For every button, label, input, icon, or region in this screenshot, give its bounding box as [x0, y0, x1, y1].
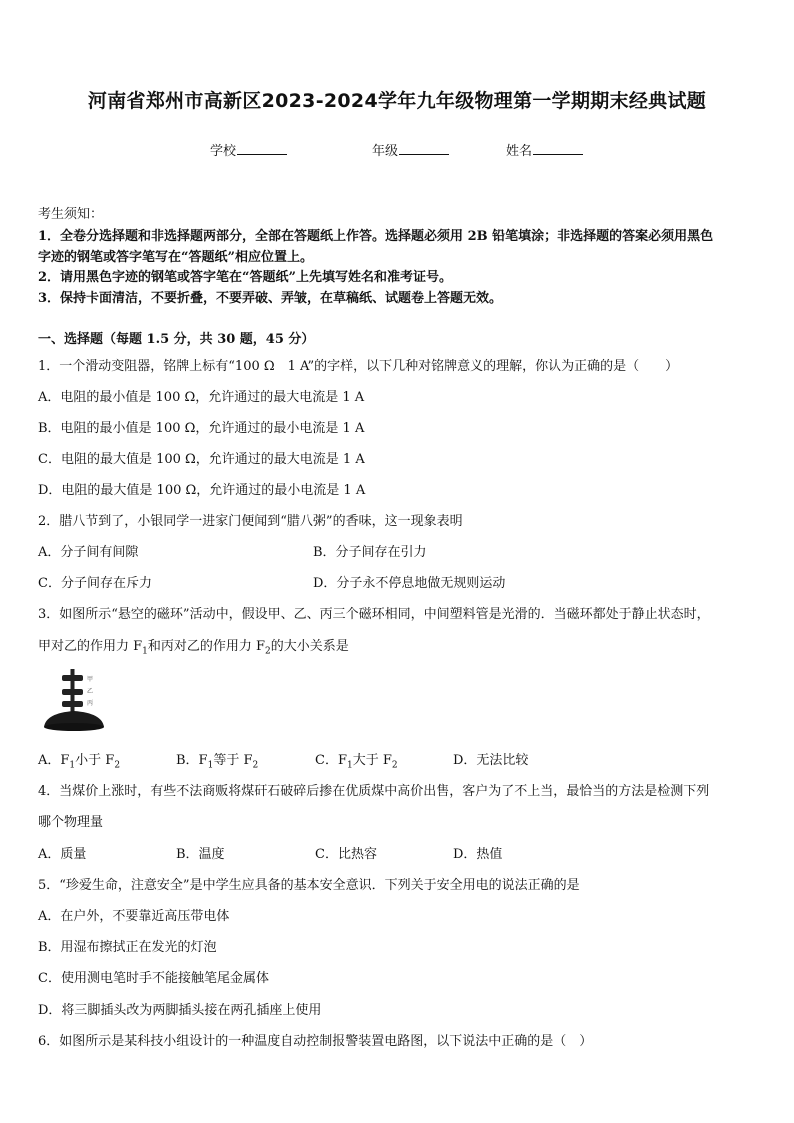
option-b: B．电阻的最小值是 100 Ω，允许通过的最小电流是 1 A [38, 421, 365, 436]
option-text: B．F [176, 753, 208, 768]
question-stem: 5．“珍爱生命，注意安全”是中学生应具备的基本安全意识．下列关于安全用电的说法正确的是 [38, 878, 580, 893]
option-c: C．使用测电笔时手不能接触笔尾金属体 [38, 971, 269, 986]
subscript: 2 [114, 760, 121, 771]
question-stem: 4．当煤价上涨时，有些不法商贩将煤矸石破碎后掺在优质煤中高价出售，客户为了不上当，最恰当的方法是检测下列 [38, 784, 710, 799]
grade-blank[interactable] [399, 141, 449, 155]
magnetic-rings-illustration [38, 665, 110, 735]
student-info-row [0, 140, 794, 160]
question-stem: 1．一个滑动变阻器，铭牌上标有“100 Ω 1 A”的字样，以下几种对铭牌意义的理解，你认为正确的是（ ） [38, 359, 679, 374]
school-field[interactable] [210, 140, 287, 159]
subscript: 1 [69, 760, 76, 771]
option-text: D．无法比较 [453, 753, 529, 768]
option-a: A．电阻的最小值是 100 Ω，允许通过的最大电流是 1 A [38, 390, 365, 405]
option-b: B．温度 [176, 847, 225, 862]
option-a: A．分子间有间隙 [38, 545, 139, 560]
grade-field[interactable] [372, 140, 449, 159]
notice-item: 字迹的钢笔或答字笔写在“答题纸”相应位置上。 [38, 250, 313, 265]
label-bing: 丙 [87, 700, 94, 707]
notice-item: 3．保持卡面清洁，不要折叠，不要弄破、弄皱，在草稿纸、试题卷上答题无效。 [38, 291, 503, 306]
option-c: C．分子间存在斥力 [38, 576, 152, 591]
subscript: 1 [142, 646, 148, 657]
option-text: 小于 F [75, 753, 115, 768]
school-label: 学校 [210, 144, 237, 159]
option-text: 等于 F [213, 753, 253, 768]
subscript: 1 [207, 760, 214, 771]
school-blank[interactable] [237, 141, 287, 155]
name-label: 姓名 [506, 144, 533, 159]
option-c [315, 749, 398, 771]
stem-text: 和丙对乙的作用力 F [147, 639, 266, 654]
option-b [176, 749, 258, 771]
question-stem: 2．腊八节到了，小银同学一进家门便闻到“腊八粥”的香味，这一现象表明 [38, 514, 463, 529]
magnetic-rings-figure [38, 665, 110, 735]
question-stem: 6．如图所示是某科技小组设计的一种温度自动控制报警装置电路图，以下说法中正确的是（ ） [38, 1034, 593, 1049]
stem-text: 的大小关系是 [270, 639, 349, 654]
notice-heading: 考生须知： [38, 207, 104, 222]
option-a [38, 749, 120, 771]
option-d: D．将三脚插头改为两脚插头接在两孔插座上使用 [38, 1003, 322, 1018]
option-d: D．热值 [453, 847, 503, 862]
ring-jia [62, 675, 83, 681]
notice-item: 1．全卷分选择题和非选择题两部分，全部在答题纸上作答。选择题必须用 2B 铅笔填涂；非选择题的答案必须用黑色 [38, 229, 714, 244]
ring-bing [62, 701, 83, 707]
section-heading: 一、选择题（每题 1.5 分，共 30 题，45 分） [38, 332, 315, 347]
option-d: D．电阻的最大值是 100 Ω，允许通过的最小电流是 1 A [38, 483, 366, 498]
option-a: A．质量 [38, 847, 87, 862]
question-stem: 3．如图所示“悬空的磁环”活动中，假设甲、乙、丙三个磁环相同，中间塑料管是光滑的．当磁环都处于静止状态时， [38, 607, 710, 622]
label-jia: 甲 [87, 676, 94, 683]
subscript: 2 [265, 646, 271, 657]
ring-yi [62, 689, 83, 695]
option-d: D．分子永不停息地做无规则运动 [313, 576, 506, 591]
option-b: B．分子间存在引力 [313, 545, 427, 560]
exam-title: 河南省郑州市高新区2023-2024学年九年级物理第一学期期末经典试题 [87, 90, 707, 112]
option-d [453, 749, 528, 768]
option-c: C．比热容 [315, 847, 377, 862]
notice-item: 2．请用黑色字迹的钢笔或答字笔在“答题纸”上先填写姓名和准考证号。 [38, 270, 453, 285]
option-text: A．F [38, 753, 70, 768]
label-yi: 乙 [87, 688, 94, 695]
subscript: 2 [252, 760, 259, 771]
option-c: C．电阻的最大值是 100 Ω，允许通过的最大电流是 1 A [38, 452, 365, 467]
option-text: C．F [315, 753, 347, 768]
option-a: A．在户外，不要靠近高压带电体 [38, 909, 230, 924]
stem-text: 甲对乙的作用力 F [38, 639, 143, 654]
option-text: 大于 F [352, 753, 392, 768]
grade-label: 年级 [372, 144, 399, 159]
subscript: 2 [391, 760, 398, 771]
name-blank[interactable] [533, 141, 583, 155]
question-stem-line2 [38, 635, 756, 657]
name-field[interactable] [506, 140, 583, 159]
subscript: 1 [346, 760, 353, 771]
question-stem-line2: 哪个物理量 [38, 815, 104, 830]
option-b: B．用湿布擦拭正在发光的灯泡 [38, 940, 217, 955]
